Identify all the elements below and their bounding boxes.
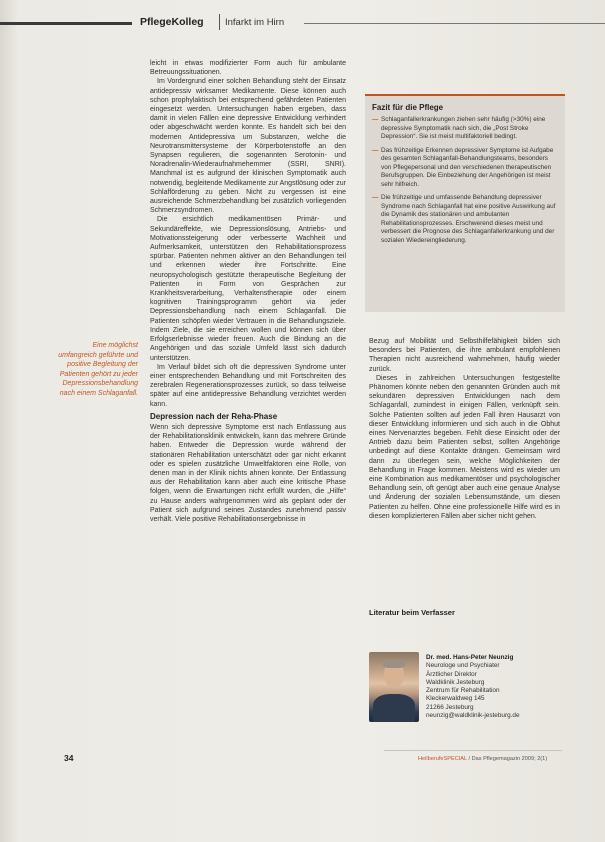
summary-item: — Das frühzeitige Erkennen depressiver Symptome ist Aufgabe des gesamten Schlaganfall-Behandlungsteams, besonders von Pflegepersonal und den verschiedenen therapeutischen Berufsgruppen. Die Einbeziehung der Angehörigen ist meist sehr hilfreich. bbox=[372, 146, 554, 188]
summary-title: Fazit für die Pflege bbox=[372, 103, 444, 112]
summary-box bbox=[365, 94, 565, 312]
publication-brand: HeilberufeSPECIAL bbox=[418, 756, 467, 762]
publication-footer bbox=[418, 756, 547, 762]
author-line: Ärztlicher Direktor bbox=[426, 670, 477, 678]
author-line: Waldklinik Jesteburg bbox=[426, 678, 485, 686]
paragraph: Die ersichtlich medikamentösen Primär- und Sekundäreffekte, wie Depressionslösung, Antriebs- und Motivationssteigerung oder verbesserte Wachheit und Aufmerksamkeit, unterstützen den Rehabilitationsprozess spürbar. Patienten nehmen aktiver an den Behandlungen teil und erkennen wieder ihre Fortschritte. Eine neuropsychologisch gestützte therapeutische Begleitung der Patienten in Form von Gesprächen zur Krankheitsverarbeitung, Verhaltenstherapie oder einem kognitiven Trainingsprogramm gehört via jeder Depressionsbehandlung nach einem Schlaganfall. Die Patienten schöpfen wieder Vertrauen in die Behandlungsziele. Indem Ziele, die sie erreichen wollen und können sich über Erfolgserlebnisse wieder freuen. Auch die Bindung an die Angehörigen und das soziale Umfeld lässt sich dadurch unterstützen. bbox=[150, 216, 346, 362]
header-bar bbox=[0, 22, 132, 25]
paragraph: Bezug auf Mobilität und Selbsthilfefähigkeit bilden sich besonders bei Patienten, die ihre ambulant empfohlenen Therapien nicht ausreichend wahrnehmen, häufig wieder zurück. bbox=[369, 338, 560, 373]
header-separator bbox=[219, 14, 220, 30]
author-email[interactable]: neunzig@waldklinik-jesteburg.de bbox=[426, 712, 520, 720]
dash-icon: — bbox=[372, 116, 379, 123]
publication-info: / Das Pflegemagazin 2009; 2(1) bbox=[466, 756, 548, 762]
author-line: Neurologe und Psychiater bbox=[426, 662, 500, 670]
page-number: 34 bbox=[64, 753, 74, 763]
footer-rule bbox=[384, 750, 562, 751]
article-column-left bbox=[150, 59, 346, 524]
paragraph: Wenn sich depressive Symptome erst nach Entlassung aus der Rehabilitationsklinik entwickeln, kann das mehrere Gründe haben. Entweder die Depression wurde während der stationären Rehabilitation unterschätzt oder gar nicht erkannt oder es spielen zusätzliche Umweltfaktoren eine Rolle, von denen man in der Klinik nichts ahnen konnte. Der Entlassung aus der Rehabilitation kann aber auch eine kritische Phase folgen, wenn die Erwartungen nicht erfüllt wurden, die „Hilfe“ zu Hause anders wahrgenommen wird als geplant oder der Patient sich aufgrund seines Zustandes zunehmend passiv verhält. Viele positive Rehabilitationsergebnisse in bbox=[150, 423, 346, 523]
paragraph: Im Vordergrund einer solchen Behandlung steht der Einsatz antidepressiv wirksamer Medikamente. Diese können auch schon prophylaktisch bei entsprechend gefährdeten Patienten eingesetzt werden. Untersuchungen haben ergeben, dass damit in vielen Fällen eine depressive Entwicklung verhindert oder abgeschwächt werden konnte. Es handelt sich bei den modernen Antidepressiva um Substanzen, welche die Neurotransmittersysteme der Körperbotenstoffe an den Synapsen regulieren, die sogenannten Serotonin- und Noradrenalin-Wiederaufnahmehemmer (SSRI, SNRI). Manchmal ist es aufgrund der klinischen Symptomatik auch notwendig, begleitende Medikamente zur Angstlösung oder zur Schlafförderung zu geben. Nicht zu vergessen ist eine ausreichende Schmerzbehandlung bei zusätzlich vorliegenden Schmerzsyndromen. bbox=[150, 78, 346, 215]
article-column-right bbox=[369, 337, 560, 521]
author-line: Zentrum für Rehabilitation bbox=[426, 687, 500, 695]
photo-hair bbox=[383, 659, 405, 668]
pull-quote: Eine möglichst umfangreich geführte und positive Begleitung der Patienten gehört zu jeder Depressionsbehandlung nach einem Schlaganfall. bbox=[58, 342, 138, 397]
dash-icon: — bbox=[372, 194, 379, 201]
paragraph: leicht in etwas modifizierter Form auch für ambulante Betreuungssituationen. bbox=[150, 60, 346, 77]
section-label: Infarkt im Hirn bbox=[225, 17, 285, 28]
summary-item: — Die frühzeitige und umfassende Behandlung depressiver Syndrome nach Schlaganfall hat eine positive Auswirkung auf die Dynamik des stationären und ambulanten Rehabilitationsprozesses. Erschwerend dieses meist und verbessert die Prognose des Schlaganfallerkrankung und der sozialen Wiedereingliederung. bbox=[372, 194, 556, 244]
author-info bbox=[426, 654, 576, 720]
author-photo bbox=[369, 652, 419, 722]
photo-suit bbox=[373, 694, 415, 722]
author-name: Dr. med. Hans-Peter Neunzig bbox=[426, 654, 514, 661]
paragraph: Im Verlauf bildet sich oft die depressiven Syndrome unter einer entsprechenden Behandlung und mit Fortschreiten des zerebralen Regenerationsprozesses zurück, so dass teilweise später auf eine antidepressive Behandlung verzichtet werden kann. bbox=[150, 363, 346, 408]
author-line: Kleckerwaldweg 145 bbox=[426, 695, 485, 703]
literature-note: Literatur beim Verfasser bbox=[369, 608, 455, 617]
dash-icon: — bbox=[372, 146, 379, 154]
paragraph: Dieses in zahlreichen Untersuchungen festgestellte Phänomen könnte neben den genannten Gründen auch mit sekundären depressiven Entwicklungen nach dem Schlaganfall, zumindest in einigen Fällen, verknüpft sein. Solche Patienten sollten auf jeden Fall ihren Hausarzt von dieser Entwicklung informieren und sich auch in die Obhut eines Nervenarztes begeben. Fehlt diese Einsicht oder der Antrieb dazu beim Patienten selbst, sollten Angehörige unbedingt auf diese Kontakte drängen. Gemeinsam wird dann zu überlegen sein, welche Möglichkeiten der Behandlung in Frage kommen. Meistens wird es wieder um eine Kombination aus medikamentöser und psychologischer Behandlung sein, oft genügt aber auch eine genaue Analyse und Änderung der sozialen Lebensumstände, um diesen Patienten zu helfen. Ohne eine professionelle Hilfe wird es in diesen komplizierteren Fällen aber sicher nicht gehen. bbox=[369, 374, 560, 520]
summary-item: — Schlaganfallerkrankungen ziehen sehr häufig (>30%) eine depressive Symptomatik nach sich, die „Post Stroke Depression“. Sie ist meist multifaktoriell bedingt. bbox=[372, 116, 546, 140]
page-header bbox=[0, 14, 605, 34]
brand-label: PflegeKolleg bbox=[140, 16, 204, 28]
section-heading: Depression nach der Reha-Phase bbox=[150, 411, 278, 421]
header-rule bbox=[304, 23, 605, 24]
author-line: 21266 Jesteburg bbox=[426, 703, 474, 711]
summary-list bbox=[372, 116, 558, 250]
